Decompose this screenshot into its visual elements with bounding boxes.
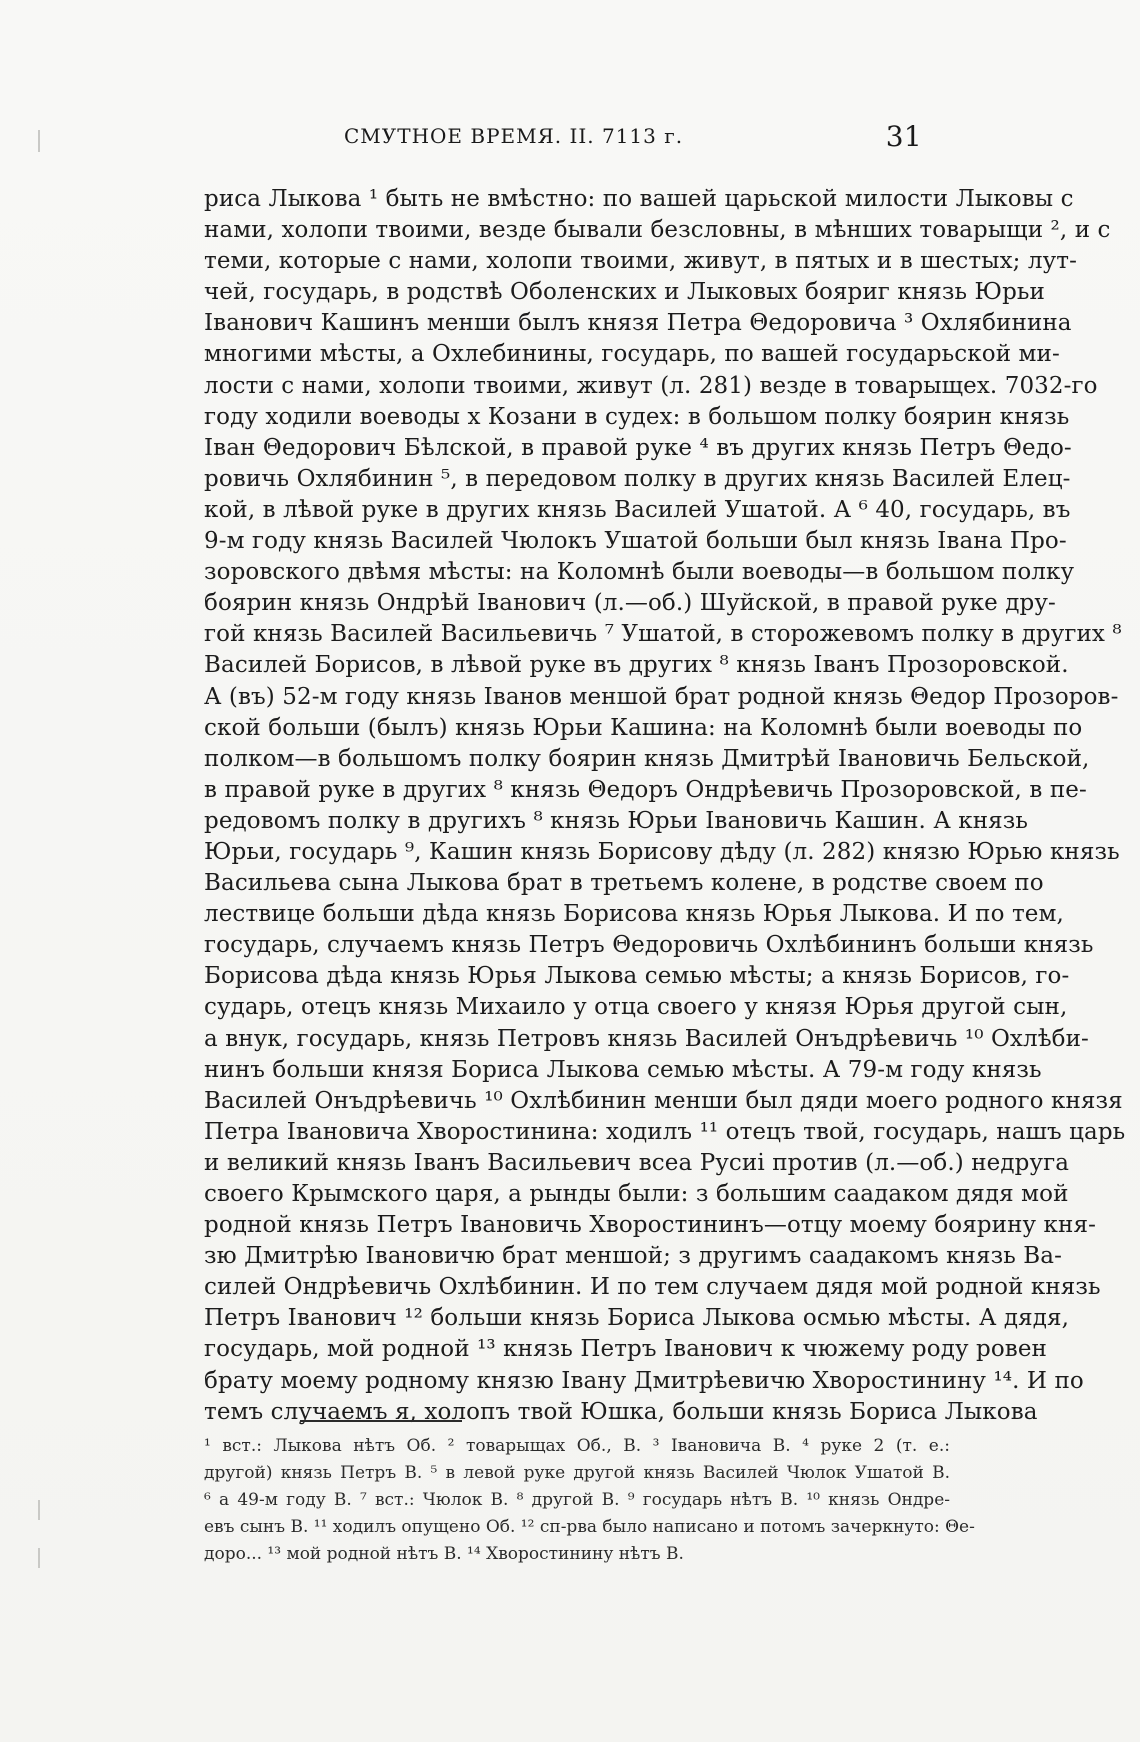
text-line: риса Лыкова ¹ быть не вмѣстно: по вашей царьской милости Лыковы с — [204, 186, 1074, 212]
text-line: Іван Θедорович Бѣлской, в правой руке ⁴ въ других князь Петръ Θедо- — [204, 434, 1072, 461]
text-line: кой, в лѣвой руке в других князь Василей Ушатой. А ⁶ 40, государь, въ — [204, 496, 1071, 523]
text-line: теми, которые с нами, холопи твоими, живут, в пятых и в шестых; лут- — [204, 248, 1077, 275]
text-line: редовомъ полку в другихъ ⁸ князь Юрьи Івановичь Кашин. А князь — [204, 807, 1029, 834]
footnote-line: евъ сынъ В. ¹¹ ходилъ опущено Об. ¹² сп-рва было написано и потомъ зачеркнуто: Θе- — [204, 1517, 975, 1537]
text-line: Василей Онъдрѣевичь ¹⁰ Охлѣбинин менши был дяди моего родного князя — [204, 1087, 1123, 1114]
text-line: силей Ондрѣевичь Охлѣбинин. И по тем случаем дядя мой родной князь — [204, 1274, 1101, 1301]
running-header — [344, 120, 954, 158]
scan-margin-mark — [38, 1500, 40, 1520]
text-line: боярин князь Ондрѣй Іванович (л.—об.) Шуйской, в правой руке дру- — [204, 590, 1056, 617]
text-line: нинъ больши князя Бориса Лыкова семью мѣсты. А 79-м году князь — [204, 1056, 1042, 1083]
text-line: нами, холопи твоими, везде бывали безсловны, в мѣнших товарыщи ², и с — [204, 217, 1111, 244]
text-line: темъ случаемъ я, холопъ твой Юшка, больши князь Бориса Лыкова — [204, 1398, 1038, 1425]
text-line: Борисова дѣда князь Юрья Лыкова семью мѣсты; а князь Борисов, го- — [204, 963, 1070, 990]
text-line: своего Крымского царя, а рынды были: з большим саадаком дядя мой — [204, 1181, 1069, 1207]
scan-margin-mark — [38, 1548, 40, 1568]
text-line: лествице больши дѣда князь Борисова князь Юрья Лыкова. И по тем, — [204, 901, 1064, 928]
footnote-line: другой) князь Петръ В. ⁵ в левой руке другой князь Василей Чюлок Ушатой В. — [204, 1463, 950, 1483]
text-line: гой князь Василей Васильевичь ⁷ Ушатой, в сторожевомъ полку в других ⁸ — [204, 621, 1122, 648]
footnotes — [204, 1433, 975, 1568]
text-line: многими мѣсты, а Охлебинины, государь, по вашей государьской ми- — [204, 341, 1060, 368]
scan-margin-mark — [38, 130, 40, 152]
text-line: а внук, государь, князь Петровъ князь Василей Онъдрѣевичь ¹⁰ Охлѣби- — [204, 1025, 1089, 1052]
footnote-line: ¹ вст.: Лыкова нѣтъ Об. ² товарыщах Об., В. ³ Івановича В. ⁴ руке 2 (т. е.: — [204, 1436, 950, 1456]
text-line: родной князь Петръ Івановичь Хворостининъ—отцу моему боярину кня- — [204, 1212, 1096, 1239]
text-line: Василей Борисов, в лѣвой руке въ других ⁸ князь Іванъ Прозоровской. — [204, 652, 1069, 679]
text-line: Петръ Іванович ¹² больши князь Бориса Лыкова осмью мѣсты. А дядя, — [204, 1305, 1070, 1332]
text-line: лости с нами, холопи твоими, живут (л. 281) везде в товарыщех. 7032-го — [204, 372, 1098, 399]
text-line: ровичь Охлябинин ⁵, в передовом полку в других князь Василей Елец- — [204, 465, 1071, 492]
header-title: СМУТНОЕ ВРЕМЯ. II. 7113 г. — [344, 124, 684, 148]
text-line: году ходили воеводы х Козани в судех: в большом полку боярин князь — [204, 403, 1070, 430]
text-line: брату моему родному князю Івану Дмитрѣевичю Хворостинину ¹⁴. И по — [204, 1367, 1084, 1394]
text-line: полком—в большомъ полку боярин князь Дмитрѣй Івановичь Бельской, — [204, 745, 1090, 772]
footnote-line: доро... ¹³ мой родной нѣтъ В. ¹⁴ Хворостинину нѣтъ В. — [204, 1544, 684, 1564]
text-line: в правой руке в других ⁸ князь Θедоръ Ондрѣевичь Прозоровской, в пе- — [204, 776, 1087, 803]
text-line: Васильева сына Лыкова брат в третьемъ колене, в родстве своем по — [204, 870, 1044, 897]
page-number: 31 — [885, 120, 922, 153]
text-line: зю Дмитрѣю Івановичю брат меншой; з другимъ саадакомъ князь Ва- — [204, 1243, 1062, 1270]
text-line: Іванович Кашинъ менши былъ князя Петра Θедоровича ³ Охлябинина — [204, 310, 1072, 337]
text-line: ской больши (былъ) князь Юрьи Кашина: на Коломнѣ были воеводы по — [204, 714, 1083, 741]
text-line: и великий князь Іванъ Васильевич всеа Русиі против (л.—об.) недруга — [204, 1149, 1070, 1176]
text-line: государь, мой родной ¹³ князь Петръ Іванович к чюжему роду ровен — [204, 1336, 1047, 1363]
text-line: Петра Івановича Хворостинина: ходилъ ¹¹ отецъ твой, государь, нашъ царь — [204, 1118, 1126, 1145]
text-line: Юрьи, государь ⁹, Кашин князь Борисову дѣду (л. 282) князю Юрью князь — [204, 838, 1120, 865]
text-line: А (въ) 52-м году князь Іванов меншой брат родной князь Θедор Прозоров- — [204, 683, 1119, 710]
footnote-rule — [300, 1420, 462, 1422]
text-line: зоровского двѣмя мѣсты: на Коломнѣ были воеводы—в большом полку — [204, 559, 1075, 586]
text-line: чей, государь, в родствѣ Оболенских и Лыковых бояриг князь Юрьи — [204, 279, 1045, 306]
footnote-line: ⁶ а 49-м году В. ⁷ вст.: Чюлок В. ⁸ другой В. ⁹ государь нѣтъ В. ¹⁰ князь Ондре- — [204, 1490, 950, 1510]
text-line: 9-м году князь Василей Чюлокъ Ушатой больши был князь Івана Про- — [204, 528, 1067, 555]
text-line: государь, случаемъ князь Петръ Θедоровичь Охлѣбининъ больши князь — [204, 932, 1094, 959]
body-text — [204, 184, 1126, 1425]
text-line: сударь, отецъ князь Михаило у отца своего у князя Юрья другой сын, — [204, 994, 1068, 1021]
